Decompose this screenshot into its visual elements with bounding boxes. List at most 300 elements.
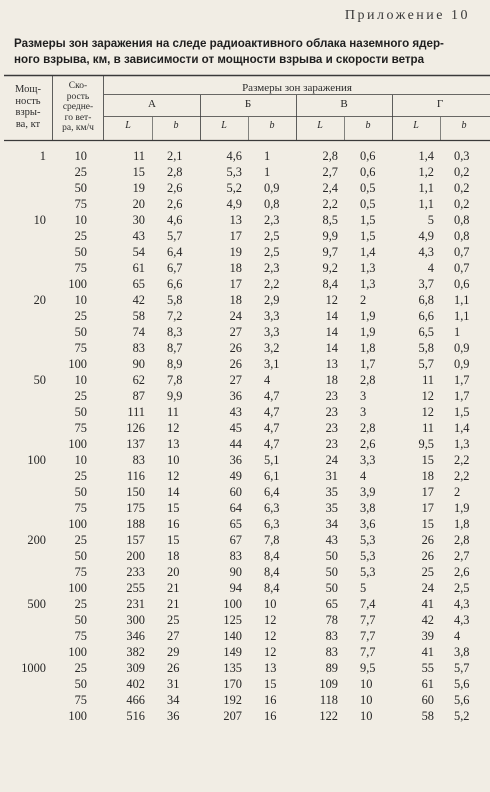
- zone-v-width-cell: 3: [360, 405, 367, 419]
- zone-a-width-cell: 2,6: [167, 197, 183, 211]
- zone-b-length-cell: 140: [223, 629, 242, 643]
- zone-g-length-cell: 12: [421, 405, 434, 419]
- wind-speed-cell: 75: [74, 421, 87, 435]
- zone-v-length-cell: 24: [325, 453, 338, 467]
- power-cell: 200: [27, 533, 46, 547]
- zone-v-length-cell: 23: [325, 389, 338, 403]
- zone-g-width-cell: 1,3: [454, 437, 470, 451]
- table-row: [0, 580, 490, 596]
- zone-b-length-cell: 67: [229, 533, 242, 547]
- zone-g-length-cell: 58: [421, 709, 434, 723]
- zone-a-length-cell: 309: [126, 661, 145, 675]
- zone-a-width-cell: 16: [167, 517, 180, 531]
- header-power-line: ва, кт: [15, 118, 41, 130]
- zone-v-length-cell: 9,2: [322, 261, 338, 275]
- zone-g-width-cell: 0,2: [454, 165, 470, 179]
- wind-speed-cell: 50: [74, 405, 87, 419]
- header-zone-a: А: [148, 98, 156, 110]
- zone-a-width-cell: 34: [167, 693, 180, 707]
- zone-g-length-cell: 1,4: [418, 149, 434, 163]
- zone-a-length-cell: 466: [126, 693, 145, 707]
- header-power-line: ность: [15, 95, 41, 107]
- table-row: [0, 612, 490, 628]
- zone-b-width-cell: 2,3: [264, 213, 280, 227]
- zone-a-length-cell: 111: [127, 405, 145, 419]
- zone-v-width-cell: 7,4: [360, 597, 376, 611]
- zone-v-length-cell: 8,5: [322, 213, 338, 227]
- table-row: [0, 164, 490, 180]
- wind-speed-cell: 75: [74, 197, 87, 211]
- wind-speed-cell: 10: [74, 149, 87, 163]
- zone-g-length-cell: 41: [421, 645, 434, 659]
- zone-g-width-cell: 0,8: [454, 213, 470, 227]
- zone-b-length-cell: 17: [229, 277, 242, 291]
- power-cell: 50: [33, 373, 46, 387]
- zone-a-length-cell: 43: [132, 229, 145, 243]
- zone-g-width-cell: 0,8: [454, 229, 470, 243]
- zone-a-length-cell: 126: [126, 421, 145, 435]
- table-row: [0, 532, 490, 548]
- zone-a-length-cell: 402: [126, 677, 145, 691]
- zone-g-length-cell: 4,3: [418, 245, 434, 259]
- zone-a-length-cell: 74: [132, 325, 145, 339]
- zone-v-width-cell: 1,3: [360, 277, 376, 291]
- zone-v-length-cell: 13: [325, 357, 338, 371]
- zone-b-width-cell: 15: [264, 677, 277, 691]
- zone-g-width-cell: 0,7: [454, 261, 470, 275]
- power-cell: 100: [27, 453, 46, 467]
- zone-g-length-cell: 5,8: [418, 341, 434, 355]
- table-row: [0, 484, 490, 500]
- zone-a-length-cell: 90: [132, 357, 145, 371]
- zone-g-width-cell: 1,9: [454, 501, 470, 515]
- header-speed-line: ра, км/ч: [62, 123, 94, 133]
- zone-a-length-cell: 83: [132, 341, 145, 355]
- zone-b-width-cell: 10: [264, 597, 277, 611]
- zone-v-width-cell: 0,6: [360, 149, 376, 163]
- zone-v-width-cell: 5: [360, 581, 367, 595]
- zone-g-width-cell: 2,5: [454, 581, 470, 595]
- zone-b-length-cell: 100: [223, 597, 242, 611]
- zone-v-length-cell: 23: [325, 437, 338, 451]
- zone-g-length-cell: 18: [421, 469, 434, 483]
- zone-b-length-cell: 18: [229, 293, 242, 307]
- zone-b-length-cell: 27: [229, 325, 242, 339]
- zone-b-width-cell: 2,3: [264, 261, 280, 275]
- zone-v-width-cell: 1,9: [360, 309, 376, 323]
- zone-g-width-cell: 5,6: [454, 677, 470, 691]
- zone-b-length-cell: 4,6: [226, 149, 242, 163]
- zone-b-length-cell: 83: [229, 549, 242, 563]
- wind-speed-cell: 75: [74, 565, 87, 579]
- table-row: [0, 628, 490, 644]
- zone-v-width-cell: 1,3: [360, 261, 376, 275]
- zone-g-width-cell: 1,1: [454, 293, 470, 307]
- zone-a-length-cell: 346: [126, 629, 145, 643]
- zone-a-length-cell: 54: [132, 245, 145, 259]
- zone-b-width-cell: 1: [264, 165, 271, 179]
- zone-a-width-cell: 29: [167, 645, 180, 659]
- zone-v-width-cell: 1,4: [360, 245, 376, 259]
- header-sub-length: L: [413, 120, 419, 131]
- zone-b-length-cell: 49: [229, 469, 242, 483]
- zone-g-width-cell: 0,7: [454, 245, 470, 259]
- table-row: [0, 372, 490, 388]
- zone-b-length-cell: 18: [229, 261, 242, 275]
- zone-v-width-cell: 3,9: [360, 485, 376, 499]
- zone-v-length-cell: 50: [325, 549, 338, 563]
- zone-v-width-cell: 1,9: [360, 325, 376, 339]
- zone-a-width-cell: 7,2: [167, 309, 183, 323]
- zone-v-length-cell: 2,8: [322, 149, 338, 163]
- zone-v-length-cell: 118: [319, 693, 338, 707]
- zone-a-length-cell: 62: [132, 373, 145, 387]
- wind-speed-cell: 50: [74, 181, 87, 195]
- table-row: [0, 356, 490, 372]
- zone-g-length-cell: 26: [421, 533, 434, 547]
- zone-g-length-cell: 17: [421, 485, 434, 499]
- zone-v-width-cell: 7,7: [360, 613, 376, 627]
- zone-v-length-cell: 14: [325, 325, 338, 339]
- zone-g-length-cell: 39: [421, 629, 434, 643]
- wind-speed-cell: 100: [68, 645, 87, 659]
- zone-b-length-cell: 65: [229, 517, 242, 531]
- table-row: [0, 276, 490, 292]
- wind-speed-cell: 50: [74, 325, 87, 339]
- zone-g-width-cell: 1,8: [454, 517, 470, 531]
- zone-b-length-cell: 149: [223, 645, 242, 659]
- table-row: [0, 436, 490, 452]
- zone-v-width-cell: 1,7: [360, 357, 376, 371]
- zone-a-width-cell: 36: [167, 709, 180, 723]
- wind-speed-cell: 25: [74, 229, 87, 243]
- zone-b-length-cell: 27: [229, 373, 242, 387]
- header-zones-title: Размеры зон заражения: [242, 82, 352, 94]
- wind-speed-cell: 100: [68, 277, 87, 291]
- wind-speed-cell: 10: [74, 293, 87, 307]
- zone-b-length-cell: 43: [229, 405, 242, 419]
- power-cell: 10: [33, 213, 46, 227]
- zone-v-width-cell: 2,8: [360, 373, 376, 387]
- zone-g-length-cell: 60: [421, 693, 434, 707]
- header-speed-line: го вет-: [64, 112, 92, 123]
- table-row: [0, 340, 490, 356]
- zone-v-width-cell: 4: [360, 469, 367, 483]
- zone-v-length-cell: 18: [325, 373, 338, 387]
- zone-a-length-cell: 382: [126, 645, 145, 659]
- zone-v-width-cell: 5,3: [360, 549, 376, 563]
- zone-v-length-cell: 2,7: [322, 165, 338, 179]
- zone-v-width-cell: 2,6: [360, 437, 376, 451]
- table-row: [0, 292, 490, 308]
- zone-g-width-cell: 1,4: [454, 421, 470, 435]
- zone-b-length-cell: 45: [229, 421, 242, 435]
- zone-a-length-cell: 42: [132, 293, 145, 307]
- wind-speed-cell: 100: [68, 357, 87, 371]
- table-row: [0, 324, 490, 340]
- table-row: [0, 420, 490, 436]
- zone-v-length-cell: 89: [325, 661, 338, 675]
- zone-v-length-cell: 83: [325, 645, 338, 659]
- table-row: [0, 148, 490, 164]
- table-row: [0, 548, 490, 564]
- header-speed-line: рость: [66, 91, 90, 102]
- zone-a-length-cell: 11: [133, 149, 145, 163]
- zone-b-length-cell: 26: [229, 357, 242, 371]
- zone-a-length-cell: 61: [132, 261, 145, 275]
- zone-a-length-cell: 200: [126, 549, 145, 563]
- zone-v-length-cell: 9,9: [322, 229, 338, 243]
- zone-a-length-cell: 19: [132, 181, 145, 195]
- zone-a-width-cell: 2,8: [167, 165, 183, 179]
- zone-v-width-cell: 1,5: [360, 229, 376, 243]
- zone-v-width-cell: 5,3: [360, 533, 376, 547]
- zone-v-width-cell: 7,7: [360, 645, 376, 659]
- zone-b-width-cell: 6,1: [264, 469, 280, 483]
- wind-speed-cell: 100: [68, 709, 87, 723]
- zone-g-length-cell: 5: [427, 213, 434, 227]
- zone-g-length-cell: 24: [421, 581, 434, 595]
- zone-g-width-cell: 3,8: [454, 645, 470, 659]
- zone-a-width-cell: 15: [167, 533, 180, 547]
- wind-speed-cell: 100: [68, 517, 87, 531]
- zone-b-width-cell: 0,8: [264, 197, 280, 211]
- table-row: [0, 676, 490, 692]
- zone-b-length-cell: 60: [229, 485, 242, 499]
- zone-g-width-cell: 2: [454, 485, 461, 499]
- zone-g-length-cell: 42: [421, 613, 434, 627]
- zone-a-width-cell: 6,4: [167, 245, 183, 259]
- zone-b-length-cell: 26: [229, 341, 242, 355]
- zone-a-length-cell: 150: [126, 485, 145, 499]
- header-speed-line: Ско-: [68, 81, 88, 91]
- zone-a-width-cell: 27: [167, 629, 180, 643]
- zone-v-length-cell: 12: [325, 293, 338, 307]
- table-row: [0, 644, 490, 660]
- zone-b-length-cell: 4,9: [226, 197, 242, 211]
- zone-v-length-cell: 8,4: [322, 277, 338, 291]
- wind-speed-cell: 25: [74, 309, 87, 323]
- wind-speed-cell: 50: [74, 613, 87, 627]
- zone-b-width-cell: 12: [264, 629, 277, 643]
- zone-v-length-cell: 50: [325, 565, 338, 579]
- table-row: [0, 692, 490, 708]
- zone-b-width-cell: 5,1: [264, 453, 280, 467]
- wind-speed-cell: 25: [74, 389, 87, 403]
- header-zone-v: В: [340, 98, 348, 110]
- zone-b-width-cell: 16: [264, 709, 277, 723]
- zone-v-length-cell: 83: [325, 629, 338, 643]
- wind-speed-cell: 75: [74, 501, 87, 515]
- zone-a-length-cell: 233: [126, 565, 145, 579]
- zone-b-length-cell: 24: [229, 309, 242, 323]
- zone-a-width-cell: 9,9: [167, 389, 183, 403]
- zone-b-length-cell: 192: [223, 693, 242, 707]
- header-sub-length: L: [317, 120, 323, 131]
- wind-speed-cell: 25: [74, 165, 87, 179]
- zone-v-length-cell: 109: [319, 677, 338, 691]
- zone-v-length-cell: 2,4: [322, 181, 338, 195]
- table-row: [0, 388, 490, 404]
- header-wind-speed: [53, 81, 103, 134]
- table-row: [0, 180, 490, 196]
- table-row: [0, 404, 490, 420]
- zone-v-length-cell: 23: [325, 421, 338, 435]
- table-row: [0, 196, 490, 212]
- zone-b-width-cell: 4: [264, 373, 271, 387]
- zone-b-width-cell: 3,3: [264, 325, 280, 339]
- header-power-line: взры-: [15, 107, 41, 118]
- table-row: [0, 260, 490, 276]
- caption-line: Размеры зон заражения на следе радиоактивного облака наземного ядер-: [14, 37, 444, 50]
- zone-b-width-cell: 2,2: [264, 277, 280, 291]
- zone-b-width-cell: 2,5: [264, 245, 280, 259]
- zone-a-width-cell: 20: [167, 565, 180, 579]
- zone-v-length-cell: 14: [325, 341, 338, 355]
- zone-b-length-cell: 135: [223, 661, 242, 675]
- zone-a-length-cell: 65: [132, 277, 145, 291]
- wind-speed-cell: 50: [74, 549, 87, 563]
- zone-a-length-cell: 58: [132, 309, 145, 323]
- zone-a-width-cell: 2,6: [167, 181, 183, 195]
- zone-g-length-cell: 6,6: [418, 309, 434, 323]
- zone-a-width-cell: 2,1: [167, 149, 183, 163]
- zone-a-width-cell: 5,7: [167, 229, 183, 243]
- zone-g-width-cell: 2,7: [454, 549, 470, 563]
- zone-b-width-cell: 16: [264, 693, 277, 707]
- zone-g-width-cell: 0,2: [454, 181, 470, 195]
- zone-a-length-cell: 116: [126, 469, 145, 483]
- zone-a-width-cell: 12: [167, 421, 180, 435]
- zone-v-width-cell: 9,5: [360, 661, 376, 675]
- zone-a-width-cell: 18: [167, 549, 180, 563]
- header-power-line: Мощ-: [15, 84, 41, 95]
- zone-b-length-cell: 44: [229, 437, 242, 451]
- zone-b-width-cell: 8,4: [264, 581, 280, 595]
- zone-a-width-cell: 10: [167, 453, 180, 467]
- zone-v-width-cell: 2,8: [360, 421, 376, 435]
- table-row: [0, 244, 490, 260]
- zone-g-width-cell: 1,7: [454, 373, 470, 387]
- zone-a-length-cell: 20: [132, 197, 145, 211]
- zone-v-length-cell: 122: [319, 709, 338, 723]
- zone-g-width-cell: 4,3: [454, 613, 470, 627]
- zone-g-length-cell: 1,2: [418, 165, 434, 179]
- zone-v-width-cell: 7,7: [360, 629, 376, 643]
- zone-b-width-cell: 8,4: [264, 565, 280, 579]
- zone-b-length-cell: 90: [229, 565, 242, 579]
- zone-b-width-cell: 12: [264, 645, 277, 659]
- zone-b-width-cell: 4,7: [264, 421, 280, 435]
- zone-v-width-cell: 1,8: [360, 341, 376, 355]
- zone-b-length-cell: 5,2: [226, 181, 242, 195]
- header-sub-width: b: [173, 120, 179, 131]
- zone-v-width-cell: 0,5: [360, 197, 376, 211]
- zone-v-length-cell: 43: [325, 533, 338, 547]
- zone-b-length-cell: 94: [229, 581, 242, 595]
- zone-v-width-cell: 0,6: [360, 165, 376, 179]
- zone-g-width-cell: 0,2: [454, 197, 470, 211]
- header-power: [4, 84, 52, 130]
- zone-b-length-cell: 13: [229, 213, 242, 227]
- wind-speed-cell: 50: [74, 485, 87, 499]
- zone-g-length-cell: 11: [422, 421, 434, 435]
- zone-b-length-cell: 17: [229, 229, 242, 243]
- zone-g-length-cell: 61: [421, 677, 434, 691]
- zone-b-width-cell: 3,3: [264, 309, 280, 323]
- zone-v-length-cell: 34: [325, 517, 338, 531]
- zone-a-length-cell: 30: [132, 213, 145, 227]
- wind-speed-cell: 75: [74, 629, 87, 643]
- zone-g-length-cell: 1,1: [418, 197, 434, 211]
- zone-a-length-cell: 188: [126, 517, 145, 531]
- table-row: [0, 500, 490, 516]
- zone-v-length-cell: 35: [325, 485, 338, 499]
- wind-speed-cell: 10: [74, 213, 87, 227]
- zone-b-width-cell: 8,4: [264, 549, 280, 563]
- zone-g-length-cell: 12: [421, 389, 434, 403]
- zone-b-width-cell: 2,9: [264, 293, 280, 307]
- zone-a-width-cell: 11: [167, 405, 179, 419]
- zone-b-width-cell: 3,2: [264, 341, 280, 355]
- zone-g-length-cell: 11: [422, 373, 434, 387]
- table-row: [0, 228, 490, 244]
- zone-v-length-cell: 50: [325, 581, 338, 595]
- power-cell: 500: [27, 597, 46, 611]
- zone-a-width-cell: 21: [167, 581, 180, 595]
- zone-a-width-cell: 25: [167, 613, 180, 627]
- zone-b-width-cell: 4,7: [264, 437, 280, 451]
- zone-g-length-cell: 4,9: [418, 229, 434, 243]
- zone-g-width-cell: 1,7: [454, 389, 470, 403]
- zone-v-width-cell: 3,8: [360, 501, 376, 515]
- power-cell: 1000: [21, 661, 46, 675]
- zone-b-length-cell: 5,3: [226, 165, 242, 179]
- wind-speed-cell: 75: [74, 693, 87, 707]
- header-sub-width: b: [365, 120, 371, 131]
- appendix-label: Приложение 10: [344, 8, 470, 23]
- wind-speed-cell: 75: [74, 261, 87, 275]
- zone-a-length-cell: 157: [126, 533, 145, 547]
- zone-b-width-cell: 12: [264, 613, 277, 627]
- header-sub-width: b: [461, 120, 467, 131]
- zone-a-width-cell: 5,8: [167, 293, 183, 307]
- table-row: [0, 564, 490, 580]
- table-row: [0, 660, 490, 676]
- zone-v-width-cell: 10: [360, 677, 373, 691]
- table-row: [0, 468, 490, 484]
- zone-v-length-cell: 9,7: [322, 245, 338, 259]
- zone-g-length-cell: 41: [421, 597, 434, 611]
- zone-g-width-cell: 1,1: [454, 309, 470, 323]
- zone-a-length-cell: 83: [132, 453, 145, 467]
- zone-g-length-cell: 15: [421, 453, 434, 467]
- zone-v-width-cell: 3,6: [360, 517, 376, 531]
- zone-v-length-cell: 2,2: [322, 197, 338, 211]
- wind-speed-cell: 25: [74, 469, 87, 483]
- zone-a-width-cell: 31: [167, 677, 180, 691]
- zone-g-width-cell: 0,3: [454, 149, 470, 163]
- header-sub-length: L: [125, 120, 131, 131]
- table-body: [0, 148, 490, 724]
- zone-g-length-cell: 6,5: [418, 325, 434, 339]
- zone-v-length-cell: 14: [325, 309, 338, 323]
- zone-a-length-cell: 255: [126, 581, 145, 595]
- zone-a-width-cell: 4,6: [167, 213, 183, 227]
- zone-g-width-cell: 0,6: [454, 277, 470, 291]
- header-speed-line: средне-: [62, 102, 94, 112]
- zone-b-length-cell: 207: [223, 709, 242, 723]
